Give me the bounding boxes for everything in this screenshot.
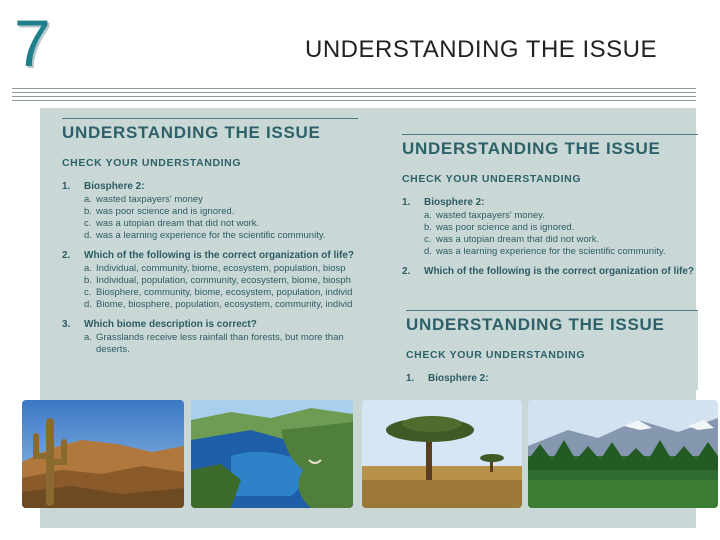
page-rule — [62, 118, 358, 119]
question: 2. Which of the following is the correct organization of life? — [62, 250, 354, 261]
slide-number: 7 — [14, 6, 51, 80]
answer-option: c. was a utopian dream that did not work. — [84, 218, 260, 229]
answer-option: d. was a learning experience for the scientific community. — [424, 246, 666, 257]
answer-option: a. wasted taxpayers' money. — [424, 210, 545, 221]
slide-title: UNDERSTANDING THE ISSUE — [305, 36, 657, 63]
question: 1. Biosphere 2: — [62, 181, 145, 192]
page-subheading: CHECK YOUR UNDERSTANDING — [62, 157, 242, 169]
savanna-photo — [362, 400, 522, 508]
coastline-photo — [191, 400, 353, 508]
question: 3. Which biome description is correct? — [62, 319, 257, 330]
answer-option: c. was a utopian dream that did not work. — [424, 234, 600, 245]
page-heading: UNDERSTANDING THE ISSUE — [402, 139, 661, 158]
question: 2. Which of the following is the correct organization of life? — [402, 266, 694, 277]
divider-line — [12, 100, 696, 101]
answer-option: c. Biosphere, community, biome, ecosystem, population, individ — [84, 287, 353, 298]
answer-option: b. was poor science and is ignored. — [84, 206, 235, 217]
answer-option: b. Individual, population, community, ecosystem, biome, biosph — [84, 275, 351, 286]
page-rule — [402, 134, 698, 135]
divider-line — [12, 96, 696, 97]
question-block — [402, 197, 698, 258]
page-subheading: CHECK YOUR UNDERSTANDING — [402, 173, 582, 185]
question-block — [62, 250, 358, 311]
forest-photo — [528, 400, 718, 508]
page-heading: UNDERSTANDING THE ISSUE — [62, 123, 321, 142]
answer-option: b. was poor science and is ignored. — [424, 222, 575, 233]
answer-option: a. Individual, community, biome, ecosystem, population, biosp — [84, 263, 346, 274]
page-rule — [406, 310, 698, 311]
textbook-page-third — [406, 310, 698, 390]
answer-option: a. Grasslands receive less rainfall than forests, but more than — [84, 332, 344, 343]
question: 1. Biosphere 2: — [402, 197, 485, 208]
question-block — [402, 266, 698, 277]
question-block — [62, 181, 358, 242]
divider-line — [12, 92, 696, 93]
biome-photo-strip — [22, 400, 718, 508]
page-heading: UNDERSTANDING THE ISSUE — [406, 315, 665, 334]
question-block — [62, 319, 358, 356]
answer-option: a. wasted taxpayers' money — [84, 194, 203, 205]
divider-line — [12, 88, 696, 89]
page-subheading: CHECK YOUR UNDERSTANDING — [406, 349, 586, 361]
textbook-page-second — [402, 134, 698, 298]
question-block — [406, 373, 698, 384]
question: 1. Biosphere 2: — [406, 373, 489, 384]
answer-option: d. Biome, biosphere, population, ecosystem, community, individ — [84, 299, 353, 310]
answer-option: deserts. — [96, 344, 130, 355]
desert-photo — [22, 400, 184, 508]
answer-option: d. was a learning experience for the scientific community. — [84, 230, 326, 241]
textbook-page-main — [62, 118, 358, 390]
